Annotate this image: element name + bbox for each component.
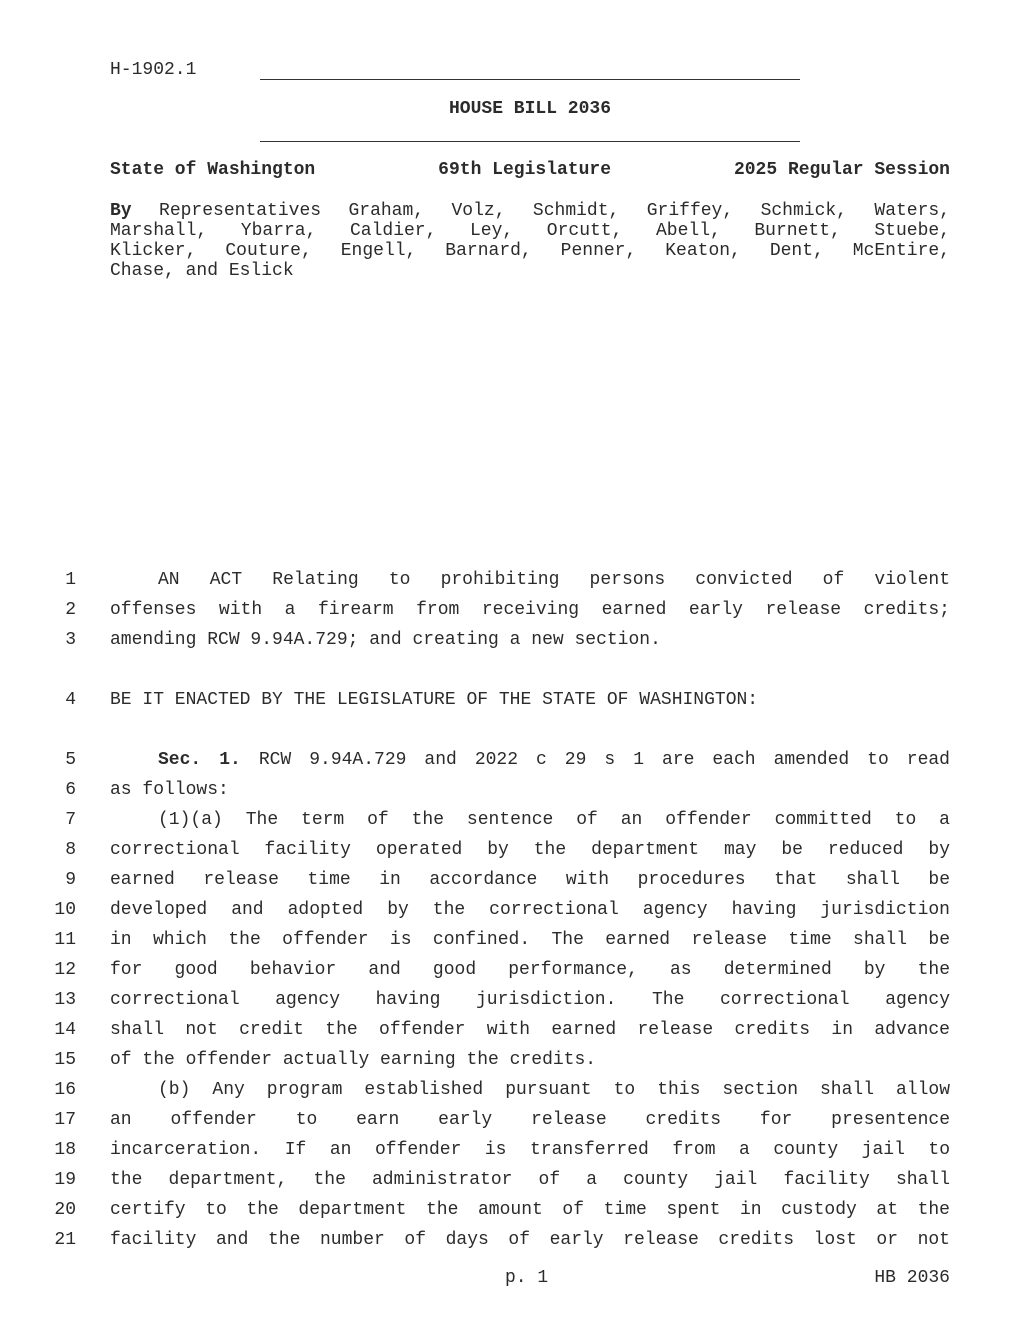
numbered-line <box>0 899 1024 929</box>
numbered-line <box>0 869 1024 899</box>
line-text: developed and adopted by the correctional agency having jurisdiction <box>110 900 950 920</box>
line-text: correctional facility operated by the department may be reduced by <box>110 840 950 860</box>
line-number: 20 <box>54 1200 76 1220</box>
line-number: 7 <box>65 810 76 830</box>
legislature-number: 69th Legislature <box>438 160 611 180</box>
sponsor-line: Chase, and Eslick <box>110 261 294 281</box>
line-text: an offender to earn early release credits for presentence <box>110 1110 950 1130</box>
numbered-line <box>0 1139 1024 1169</box>
sponsor-line: Klicker, Couture, Engell, Barnard, Penner, Keaton, Dent, McEntire, <box>110 241 950 261</box>
line-text: incarceration. If an offender is transferred from a county jail to <box>110 1140 950 1160</box>
line-number: 12 <box>54 960 76 980</box>
numbered-line <box>0 749 1024 779</box>
line-number: 16 <box>54 1080 76 1100</box>
line-text: offenses with a firearm from receiving earned early release credits; <box>110 600 950 620</box>
numbered-line <box>0 1019 1024 1049</box>
line-text <box>110 749 950 771</box>
numbered-line <box>0 1169 1024 1199</box>
line-number: 2 <box>65 600 76 620</box>
line-number: 14 <box>54 1020 76 1040</box>
line-text: shall not credit the offender with earned release credits in advance <box>110 1020 950 1040</box>
session-info <box>110 160 950 180</box>
line-number: 3 <box>65 630 76 650</box>
numbered-line <box>0 809 1024 839</box>
line-number: 5 <box>65 750 76 770</box>
line-number: 15 <box>54 1050 76 1070</box>
line-text: (b) Any program established pursuant to this section shall allow <box>158 1080 950 1100</box>
section-heading: Sec. 1. <box>158 750 241 770</box>
line-text: AN ACT Relating to prohibiting persons convicted of violent <box>158 570 950 590</box>
line-text: amending RCW 9.94A.729; and creating a new section. <box>110 630 661 650</box>
line-text: certify to the department the amount of time spent in custody at the <box>110 1200 950 1220</box>
sponsor-line <box>110 201 950 221</box>
line-text: for good behavior and good performance, as determined by the <box>110 960 950 980</box>
numbered-line <box>0 689 1024 719</box>
line-text: facility and the number of days of early release credits lost or not <box>110 1230 950 1250</box>
sponsors-block <box>110 201 950 281</box>
numbered-line <box>0 839 1024 869</box>
enacting-clause: BE IT ENACTED BY THE LEGISLATURE OF THE STATE OF WASHINGTON: <box>110 690 759 710</box>
line-text: earned release time in accordance with procedures that shall be <box>110 870 950 890</box>
line-number: 17 <box>54 1110 76 1130</box>
numbered-line <box>0 1109 1024 1139</box>
line-text: (1)(a) The term of the sentence of an offender committed to a <box>158 810 950 830</box>
footer-bill-id: HB 2036 <box>874 1268 950 1288</box>
title-rule-top <box>260 79 800 80</box>
numbered-line <box>0 779 1024 809</box>
numbered-line <box>0 569 1024 599</box>
document-id: H-1902.1 <box>110 60 197 80</box>
numbered-line <box>0 1049 1024 1079</box>
line-number: 1 <box>65 570 76 590</box>
line-text: in which the offender is confined. The earned release time shall be <box>110 930 950 950</box>
line-number: 6 <box>65 780 76 800</box>
numbered-line <box>0 929 1024 959</box>
line-text: as follows: <box>110 780 229 800</box>
line-number: 19 <box>54 1170 76 1190</box>
line-number: 8 <box>65 840 76 860</box>
page-number: p. 1 <box>505 1268 549 1288</box>
line-text: the department, the administrator of a county jail facility shall <box>110 1170 950 1190</box>
numbered-line <box>0 1229 1024 1259</box>
line-number: 18 <box>54 1140 76 1160</box>
bill-title: HOUSE BILL 2036 <box>448 99 612 119</box>
line-number: 9 <box>65 870 76 890</box>
by-label: By <box>110 201 132 221</box>
line-number: 21 <box>54 1230 76 1250</box>
section-text: RCW 9.94A.729 and 2022 c 29 s 1 are each amended to read <box>258 750 950 770</box>
numbered-line <box>0 989 1024 1019</box>
numbered-line <box>0 1079 1024 1109</box>
numbered-line <box>0 599 1024 629</box>
sponsor-text: Representatives Graham, Volz, Schmidt, Griffey, Schmick, Waters, <box>159 201 950 221</box>
line-text: of the offender actually earning the credits. <box>110 1050 597 1070</box>
line-number: 11 <box>54 930 76 950</box>
session-name: 2025 Regular Session <box>733 160 950 180</box>
line-number: 10 <box>54 900 76 920</box>
line-number: 13 <box>54 990 76 1010</box>
numbered-line <box>0 1199 1024 1229</box>
state-name: State of Washington <box>110 160 316 180</box>
numbered-line <box>0 959 1024 989</box>
title-rule-bottom <box>260 141 800 142</box>
line-number: 4 <box>65 690 76 710</box>
line-text: correctional agency having jurisdiction. The correctional agency <box>110 990 950 1010</box>
sponsor-line: Marshall, Ybarra, Caldier, Ley, Orcutt, Abell, Burnett, Stuebe, <box>110 221 950 241</box>
numbered-line <box>0 629 1024 659</box>
